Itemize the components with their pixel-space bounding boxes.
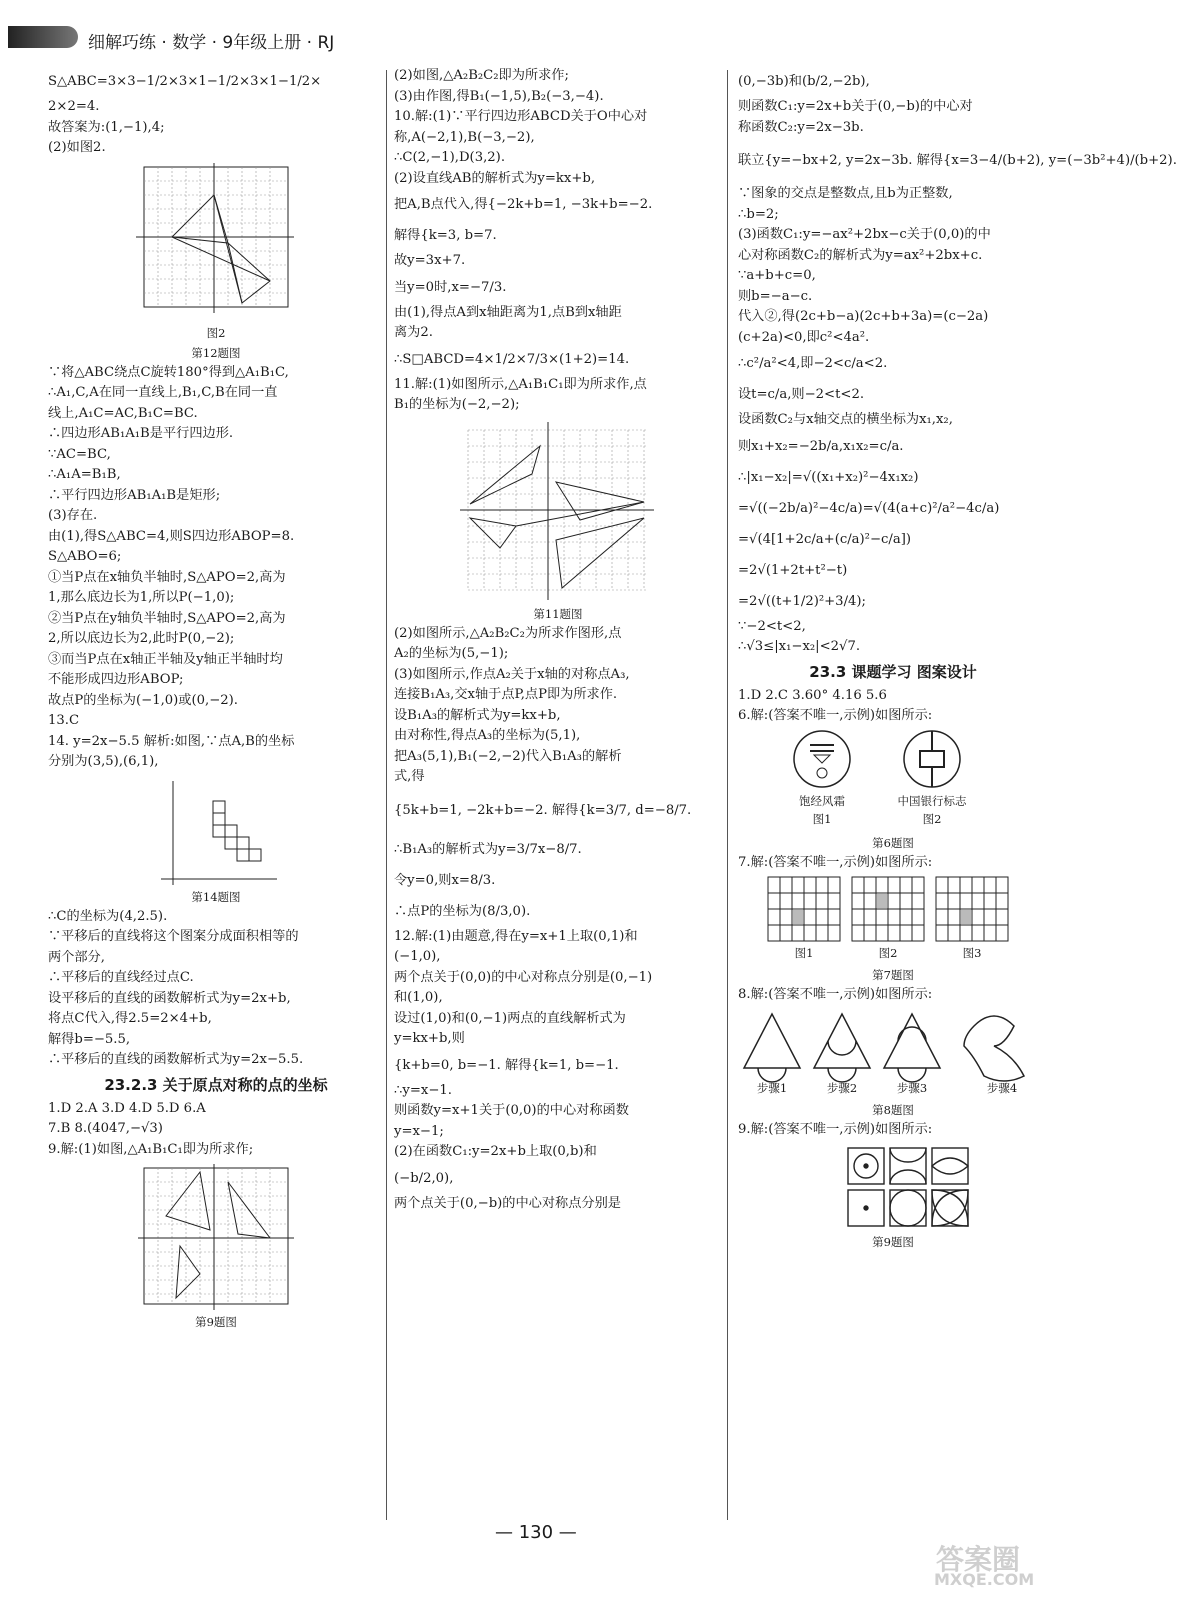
text-line: =√(4[1+2c/a+(c/a)²−c/a]) [738, 531, 912, 547]
column-right [738, 66, 1177, 1516]
text-line: ∴b=2; [738, 206, 779, 222]
text-line: 由对称性,得点A₃的坐标为(5,1), [394, 728, 581, 743]
page-number: — 130 — [495, 1522, 577, 1543]
text-line: 则函数C₁:y=2x+b关于(0,−b)的中心对 [738, 99, 973, 114]
text-line: 7.B 8.(4047,−√3) [48, 1121, 163, 1136]
text-line: 当y=0时,x=−7/3. [394, 279, 507, 295]
text-line: ∵−2<t<2, [738, 618, 806, 634]
text-line: 两个点关于(0,−b)的中心对称点分别是 [394, 1195, 621, 1211]
text-line: 设平移后的直线的函数解析式为y=2x+b, [48, 990, 291, 1006]
figure-caption: 第8题图 [872, 1102, 914, 1117]
text-line: ③而当P点在x轴正半轴及y轴正半轴时均 [48, 651, 283, 667]
text-line: ∴C的坐标为(4,2.5). [48, 908, 168, 924]
text-line: {k+b=0, b=−1. 解得{k=1, b=−1. [394, 1057, 619, 1073]
text-line: (0,−3b)和(b/2,−2b), [738, 74, 870, 89]
text-line: (2)如图2. [48, 140, 106, 155]
figure-caption: 第9题图 [872, 1235, 914, 1249]
text-line: ∵将△ABC绕点C旋转180°得到△A₁B₁C, [48, 364, 289, 380]
text-line: ∴C(2,−1),D(3,2). [394, 150, 506, 165]
text-line: ∴平行四边形AB₁A₁B是矩形; [48, 487, 221, 503]
text-line: 14. y=2x−5.5 解析:如图,∵点A,B的坐标 [48, 733, 295, 749]
text-line: 1.D 2.C 3.60° 4.16 5.6 [738, 687, 887, 703]
text-line: (3)函数C₁:y=−ax²+2bx−c关于(0,0)的中 [738, 227, 991, 242]
figure-label: 饱经风霜 [799, 793, 845, 808]
text-line: 线上,A₁C=AC,B₁C=BC. [48, 405, 198, 421]
text-line: 将点C代入,得2.5=2×4+b, [48, 1011, 212, 1026]
text-line: 联立{y=−bx+2, y=2x−3b. 解得{x=3−4/(b+2), y=(−3b²+4)/(b+2). [738, 153, 1177, 168]
figure-8-steps [738, 1006, 1048, 1082]
text-line: (2)设直线AB的解析式为y=kx+b, [394, 170, 596, 186]
column-divider [727, 70, 728, 1520]
figure-label: 中国银行标志 [897, 793, 967, 808]
text-line: 1,那么底边长为1,所以P(−1,0); [48, 590, 235, 605]
text-line: S△ABC=3×3−1/2×3×1−1/2×3×1−1/2× [48, 74, 322, 89]
text-line: 把A₃(5,1),B₁(−2,−2)代入B₁A₃的解析 [394, 748, 622, 764]
figure-7 [738, 873, 1048, 965]
text-line: (2)如图所示,△A₂B₂C₂为所求作图形,点 [394, 625, 622, 641]
text-line: ∴A₁A=B₁B, [48, 467, 121, 482]
text-line: 9.解:(答案不唯一,示例)如图所示: [738, 1121, 933, 1137]
text-line: 设t=c/a,则−2<t<2. [738, 387, 865, 402]
figure-7-grids [738, 873, 1038, 945]
text-line: 9.解:(1)如图,△A₁B₁C₁即为所求作; [48, 1141, 254, 1157]
text-line: ∴点P的坐标为(8/3,0). [394, 903, 531, 919]
text-line: ∴y=x−1. [394, 1082, 452, 1098]
text-line: ∴c²/a²<4,即−2<c/a<2. [738, 356, 888, 371]
figure-6-logos [738, 727, 1038, 793]
text-line: 心对称函数C₂的解析式为y=ax²+2bx+c. [738, 247, 983, 263]
text-line: (2)如图,△A₂B₂C₂即为所求作; [394, 68, 569, 83]
text-line: 则x₁+x₂=−2b/a,x₁x₂=c/a. [738, 438, 904, 454]
text-line: 10.解:(1)∵平行四边形ABCD关于O中心对 [394, 109, 648, 124]
text-line: 1.D 2.A 3.D 4.D 5.D 6.A [48, 1100, 206, 1116]
text-line: 12.解:(1)由题意,得在y=x+1上取(0,1)和 [394, 928, 638, 944]
figure-6 [738, 727, 1048, 833]
figure-9-grid [136, 1164, 296, 1312]
text-line: ∵a+b+c=0, [738, 268, 816, 283]
text-line: 把A,B点代入,得{−2k+b=1, −3k+b=−2. [394, 197, 653, 212]
figure-label: 图1 [794, 946, 814, 960]
figure-label: 步骤2 [826, 1080, 858, 1095]
figure-8 [738, 1006, 1048, 1100]
text-line: (−b/2,0), [394, 1170, 454, 1186]
figure-label: 图2 [878, 946, 898, 960]
text-line: =√((−2b/a)²−4c/a)=√(4(a+c)²/a²−4c/a) [738, 500, 1000, 516]
watermark-site: MXQE.COM [934, 1570, 1035, 1589]
text-line: S△ABO=6; [48, 549, 122, 564]
text-line: ∵平移后的直线将这个图案分成面积相等的 [48, 929, 299, 944]
text-line: 分别为(3,5),(6,1), [48, 754, 159, 769]
text-line: 不能形成四边形ABOP; [48, 672, 184, 687]
text-line: 代入②,得(2c+b−a)(2c+b+3a)=(c−2a) [738, 309, 989, 324]
figure-caption: 第12题图 [191, 345, 241, 360]
text-line: 由(1),得点A到x轴距离为1,点B到x轴距 [394, 304, 622, 320]
text-line: 设函数C₂与x轴交点的横坐标为x₁,x₂, [738, 412, 953, 427]
text-line: 6.解:(答案不唯一,示例)如图所示: [738, 708, 933, 723]
text-line: (3)存在. [48, 508, 98, 523]
figure-caption: 第14题图 [191, 889, 241, 904]
text-line: (c+2a)<0,即c²<4a². [738, 329, 870, 345]
figure-label: 图2 [206, 325, 226, 340]
text-line: 则函数y=x+1关于(0,0)的中心对称函数 [394, 1103, 629, 1118]
text-line: (3)如图所示,作点A₂关于x轴的对称点A₃, [394, 666, 630, 682]
text-line: 称函数C₂:y=2x−3b. [738, 119, 864, 135]
figure-9-patterns [818, 1144, 968, 1232]
text-line: 两个部分, [48, 949, 105, 965]
text-line: ∴四边形AB₁A₁B是平行四边形. [48, 426, 234, 441]
figure-14-blocks [151, 777, 281, 887]
text-line: 式,得 [394, 769, 425, 784]
text-line: B₁的坐标为(−2,−2); [394, 397, 520, 412]
figure-12-grid [136, 163, 296, 323]
text-line: ∴A₁,C,A在同一直线上,B₁,C,B在同一直 [48, 385, 278, 400]
text-line: 和(1,0), [394, 990, 443, 1005]
text-line: 2×2=4. [48, 99, 100, 114]
text-line: ∴√3≤|x₁−x₂|<2√7. [738, 639, 861, 654]
header-title: 细解巧练 · 数学 · 9年级上册 · RJ [88, 33, 335, 53]
header-decoration [8, 26, 78, 48]
figure-label: 步骤4 [986, 1080, 1018, 1095]
figure-11-grid [458, 420, 658, 604]
text-line: (2)在函数C₁:y=2x+b上取(0,b)和 [394, 1144, 597, 1159]
text-line: =2√((t+1/2)²+3/4); [738, 593, 866, 609]
text-line: ∵图象的交点是整数点,且b为正整数, [738, 186, 953, 201]
figure-caption: 第11题图 [533, 606, 583, 621]
figure-label: 图1 [812, 811, 832, 826]
text-line: ②当P点在y轴负半轴时,S△APO=2,高为 [48, 610, 286, 626]
text-line: ∴S□ABCD=4×1/2×7/3×(1+2)=14. [394, 351, 630, 367]
figure-label: 步骤3 [896, 1080, 928, 1095]
text-line: 2,所以底边长为2,此时P(0,−2); [48, 631, 235, 646]
text-line: 连接B₁A₃,交x轴于点P,点P即为所求作. [394, 687, 618, 702]
text-line: A₂的坐标为(5,−1); [394, 646, 509, 661]
text-line: 设B₁A₃的解析式为y=kx+b, [394, 707, 561, 723]
text-line: 故点P的坐标为(−1,0)或(0,−2). [48, 692, 239, 708]
section-heading: 23.3 课题学习 图案设计 [809, 662, 977, 681]
text-line: 设过(1,0)和(0,−1)两点的直线解析式为 [394, 1010, 626, 1026]
text-line: ∴平移后的直线经过点C. [48, 970, 194, 985]
text-line: 故答案为:(1,−1),4; [48, 119, 165, 135]
text-line: ∵AC=BC, [48, 446, 111, 462]
text-line: {5k+b=1, −2k+b=−2. 解得{k=3/7, d=−8/7. [394, 802, 692, 818]
figure-label: 步骤1 [756, 1080, 788, 1095]
text-line: 解得{k=3, b=7. [394, 228, 497, 243]
text-line: y=x−1; [394, 1123, 444, 1139]
text-line: 则b=−a−c. [738, 288, 813, 304]
page-header [8, 20, 608, 56]
watermark [900, 1530, 1070, 1590]
figure-label: 图2 [922, 811, 942, 826]
text-line: 令y=0,则x=8/3. [394, 872, 496, 888]
text-line: 称,A(−2,1),B(−3,−2), [394, 129, 535, 145]
text-line: (3)由作图,得B₁(−1,5),B₂(−3,−4). [394, 88, 604, 104]
text-line: 8.解:(答案不唯一,示例)如图所示: [738, 987, 933, 1002]
figure-label: 图3 [962, 946, 982, 960]
text-line: 11.解:(1)如图所示,△A₁B₁C₁即为所求作,点 [394, 376, 647, 392]
text-line: 7.解:(答案不唯一,示例)如图所示: [738, 854, 933, 870]
figure-caption: 第9题图 [195, 1315, 237, 1329]
text-line: ∴平移后的直线的函数解析式为y=2x−5.5. [48, 1052, 304, 1067]
section-heading: 23.2.3 关于原点对称的点的坐标 [104, 1075, 328, 1094]
text-line: 故y=3x+7. [394, 253, 466, 268]
text-line: 由(1),得S△ABC=4,则S四边形ABOP=8. [48, 528, 295, 544]
text-line: 13.C [48, 713, 80, 728]
text-line: 解得b=−5.5, [48, 1031, 131, 1047]
figure-caption: 第6题图 [872, 835, 914, 850]
column-divider [386, 70, 387, 1520]
column-middle [394, 66, 722, 1516]
text-line: ①当P点在x轴负半轴时,S△APO=2,高为 [48, 569, 286, 585]
text-line: ∴|x₁−x₂|=√((x₁+x₂)²−4x₁x₂) [738, 469, 919, 485]
text-line: ∴B₁A₃的解析式为y=3/7x−8/7. [394, 841, 582, 857]
figure-caption: 第7题图 [872, 968, 914, 982]
text-line: y=kx+b,则 [394, 1031, 465, 1046]
watermark-title: 答案圈 [936, 1543, 1021, 1576]
column-left [48, 66, 384, 1516]
text-line: 两个点关于(0,0)的中心对称点分别是(0,−1) [394, 969, 653, 985]
text-line: (−1,0), [394, 949, 441, 964]
text-line: 离为2. [394, 325, 433, 340]
text-line: =2√(1+2t+t²−t) [738, 562, 848, 578]
